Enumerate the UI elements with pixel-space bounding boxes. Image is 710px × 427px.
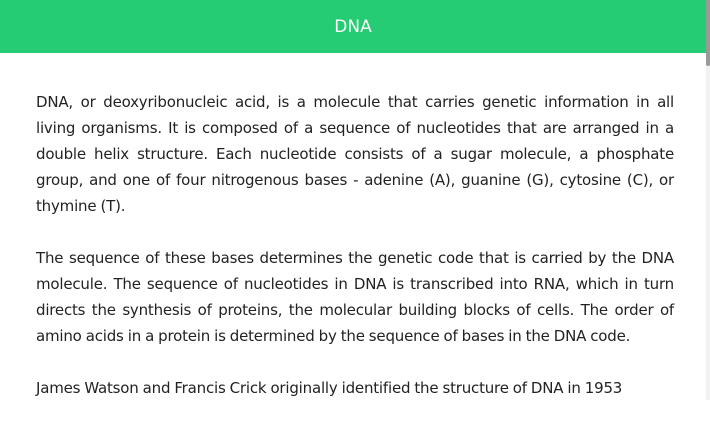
page-header [0, 0, 706, 53]
page-title: DNA [334, 16, 372, 37]
paragraph-genetic-code: The sequence of these bases determines the genetic code that is carried by the DNA molecule. The sequence of nucleotides in DNA is transcribed into RNA, which in turn directs the synthesis of proteins, the molecular building blocks of cells. The order of amino acids in a protein is determined by the sequence of bases in the DNA code. [36, 249, 674, 345]
paragraph-history: James Watson and Francis Crick originally identified the structure of DNA in 1953 [36, 379, 623, 397]
vertical-scrollbar[interactable] [706, 0, 710, 400]
article-body [36, 89, 674, 427]
scrollbar-thumb[interactable] [706, 0, 710, 66]
paragraph-intro: DNA, or deoxyribonucleic acid, is a molecule that carries genetic information in all living organisms. It is composed of a sequence of nucleotides that are arranged in a double helix structure. Each nucleotide consists of a sugar molecule, a phosphate group, and one of four nitrogenous bases - adenine (A), guanine (G), cytosine (C), or thymine (T). [36, 93, 674, 215]
